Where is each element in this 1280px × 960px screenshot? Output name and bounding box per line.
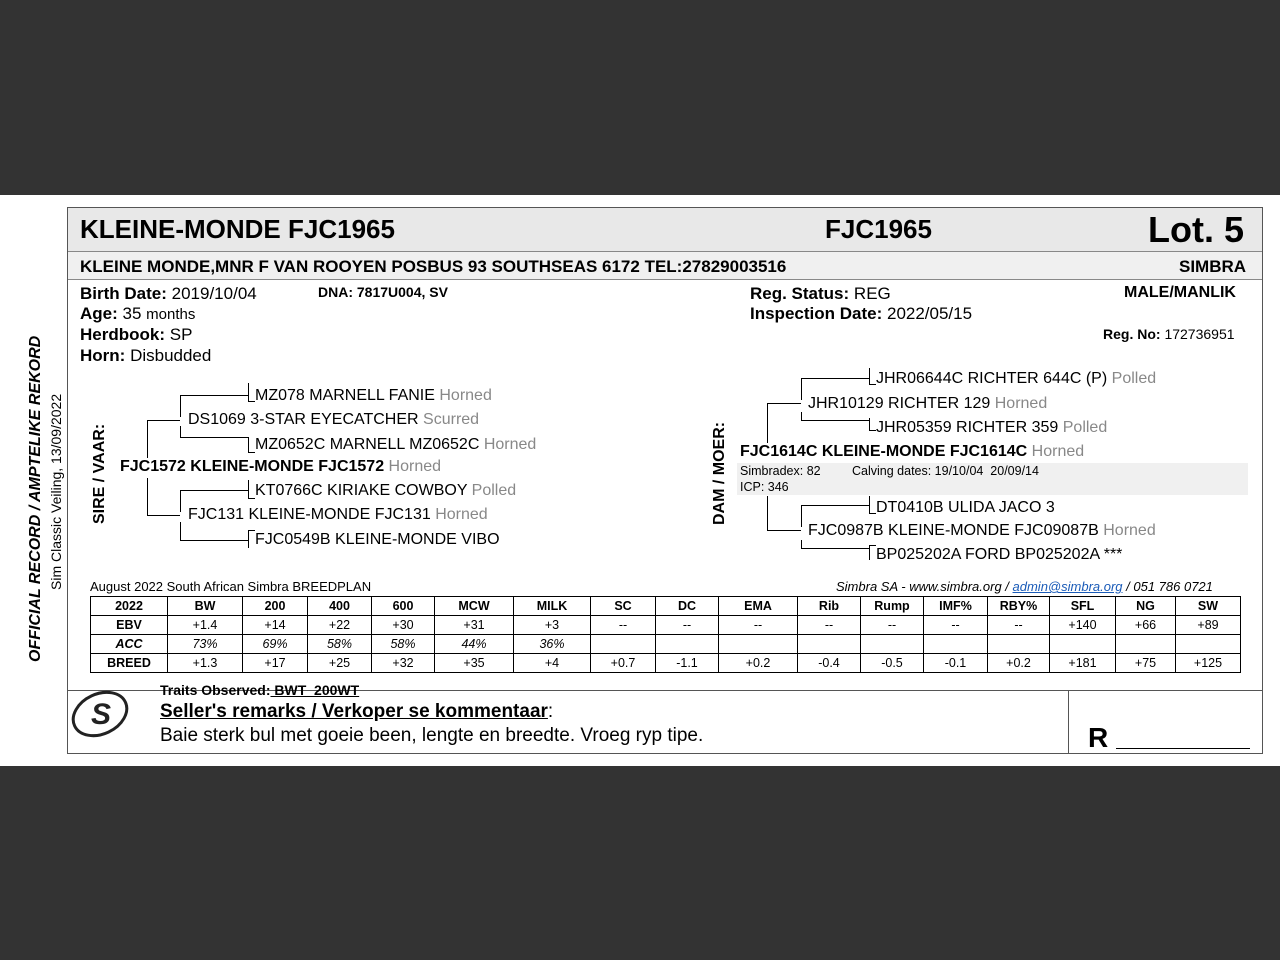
ebv-cell: 58% [308,635,372,654]
ebv-cell: +4 [514,654,591,673]
ebv-row-label: ACC [91,635,168,654]
ebv-cell: +1.3 [168,654,243,673]
ebv-cell [798,635,861,654]
ebv-cell: 69% [243,635,308,654]
ebv-cell [1116,635,1176,654]
breed-name: SIMBRA [1179,257,1247,276]
icp: ICP: 346 [740,480,789,494]
ebv-cell [1176,635,1241,654]
ebv-cell: 58% [372,635,435,654]
remarks-text: Baie sterk bul met goeie been, lengte en breedte. Vroeg ryp tipe. [160,725,704,746]
ebv-cell: +0.2 [988,654,1050,673]
ebv-header-cell: BW [168,597,243,616]
sire-dam-dam: FJC0549B KLEINE-MONDE VIBO [255,531,500,548]
sire-dam-sire: KT0766C KIRIAKE COWBOY Polled [255,482,517,499]
ebv-cell: +22 [308,616,372,635]
ebv-header-cell: MCW [435,597,514,616]
ebv-cell: -- [719,616,798,635]
dam-dam-sire: DT0410B ULIDA JACO 3 [876,499,1055,516]
sire-sire-sire: MZ078 MARNELL FANIE Horned [255,387,492,404]
sire-sire-dam: MZ0652C MARNELL MZ0652C Horned [255,436,537,453]
animal-name: KLEINE-MONDE FJC1965 [80,214,395,244]
dam-sire-sire: JHR06644C RICHTER 644C (P) Polled [876,370,1157,387]
ebv-row [91,654,1241,673]
ebv-header-cell: EMA [719,597,798,616]
remarks-title: Seller's remarks / Verkoper se kommentaar: [160,701,554,722]
inspection-date: Inspection Date: 2022/05/15 [750,304,973,323]
ebv-header-cell: SC [591,597,656,616]
sire-sire: DS1069 3-STAR EYECATCHER Scurred [188,411,480,428]
ebv-row-label: BREED [91,654,168,673]
ebv-header-cell: SFL [1050,597,1116,616]
price-field[interactable] [1116,748,1250,749]
ebv-header-cell: Rib [798,597,861,616]
sex: MALE/MANLIK [1124,284,1236,301]
ebv-header-cell: NG [1116,597,1176,616]
ebv-row-label: EBV [91,616,168,635]
ebv-cell: +89 [1176,616,1241,635]
sire-label: SIRE / VAAR: [91,423,108,524]
ebv-cell [1050,635,1116,654]
ebv-cell: +14 [243,616,308,635]
sire-dam: FJC131 KLEINE-MONDE FJC131 Horned [188,506,488,523]
ebv-cell: +3 [514,616,591,635]
ebv-cell: -- [924,616,988,635]
ebv-cell: +30 [372,616,435,635]
reg-no: Reg. No: 172736951 [1103,326,1235,342]
ebv-row [91,635,1241,654]
ebv-cell: +66 [1116,616,1176,635]
ebv-cell [861,635,924,654]
sire-name: FJC1572 KLEINE-MONDE FJC1572 Horned [120,458,442,475]
ebv-cell: +1.4 [168,616,243,635]
ebv-cell [591,635,656,654]
ebv-cell: -- [988,616,1050,635]
ebv-cell: +140 [1050,616,1116,635]
reg-status: Reg. Status: REG [750,284,891,303]
ebv-header-cell: SW [1176,597,1241,616]
ebv-cell: +0.7 [591,654,656,673]
ebv-header-cell: RBY% [988,597,1050,616]
ebv-cell: +125 [1176,654,1241,673]
calving-dates: Calving dates: 19/10/04 20/09/14 [852,464,1039,478]
ebv-header-cell: Rump [861,597,924,616]
dam-name: FJC1614C KLEINE-MONDE FJC1614C Horned [740,443,1085,460]
ebv-cell: +75 [1116,654,1176,673]
ebv-header-cell: DC [656,597,719,616]
traits-observed: Traits Observed: BWT 200WT [160,682,360,698]
ebv-cell: 36% [514,635,591,654]
email-link[interactable]: admin@simbra.org [1012,579,1123,594]
lot-number: Lot. 5 [1148,209,1244,250]
ebv-cell [719,635,798,654]
ebv-header-cell: IMF% [924,597,988,616]
ebv-header-cell: 400 [308,597,372,616]
price-label: R [1088,722,1109,753]
dna-info: DNA: 7817U004, SV [318,284,448,300]
ebv-table [90,596,1241,673]
ebv-cell: 44% [435,635,514,654]
breeder-info: KLEINE MONDE,MNR F VAN ROOYEN POSBUS 93 SOUTHSEAS 6172 TEL:27829003516 [80,257,787,276]
ebv-cell: -- [656,616,719,635]
ebv-cell: +17 [243,654,308,673]
ebv-header-row [91,597,1241,616]
ebv-cell [656,635,719,654]
dam-sire-dam: JHR05359 RICHTER 359 Polled [876,419,1108,436]
dam-dam-dam: BP025202A FORD BP025202A *** [876,546,1123,563]
simbradex: Simbradex: 82 [740,464,821,478]
birth-date: Birth Date: 2019/10/04 [80,284,257,303]
ebv-cell: +32 [372,654,435,673]
simbra-logo [68,686,136,742]
ebv-header-cell: 2022 [91,597,168,616]
official-record-label: OFFICIAL RECORD / AMPTELIKE REKORD [27,335,44,662]
ebv-cell: -0.5 [861,654,924,673]
ebv-cell: -0.1 [924,654,988,673]
ebv-row [91,616,1241,635]
ebv-cell: -- [798,616,861,635]
ebv-cell [988,635,1050,654]
ebv-cell: -- [591,616,656,635]
ebv-cell: +25 [308,654,372,673]
ebv-header-cell: 600 [372,597,435,616]
breedplan-contact: Simbra SA - www.simbra.org / admin@simbra.org / 051 786 0721 [836,579,1213,594]
age: Age: 35 months [80,304,196,323]
ebv-cell: +181 [1050,654,1116,673]
dam-dam: FJC0987B KLEINE-MONDE FJC09087B Horned [808,522,1156,539]
breedplan-caption: August 2022 South African Simbra BREEDPLAN [90,579,372,594]
ebv-cell [924,635,988,654]
ebv-cell: +35 [435,654,514,673]
dam-sire: JHR10129 RICHTER 129 Horned [808,395,1048,412]
animal-id: FJC1965 [825,214,932,244]
logo-letter: S [90,698,112,731]
ebv-cell: +31 [435,616,514,635]
ebv-cell: -1.1 [656,654,719,673]
herdbook: Herdbook: SP [80,325,193,344]
horn-status: Horn: Disbudded [80,346,212,365]
ebv-cell: 73% [168,635,243,654]
ebv-cell: +0.2 [719,654,798,673]
ebv-header-cell: MILK [514,597,591,616]
ebv-cell: -- [861,616,924,635]
dam-label: DAM / MOER: [711,421,728,525]
ebv-cell: -0.4 [798,654,861,673]
ebv-header-cell: 200 [243,597,308,616]
sale-info: Sim Classic Veiling, 13/09/2022 [48,393,64,590]
